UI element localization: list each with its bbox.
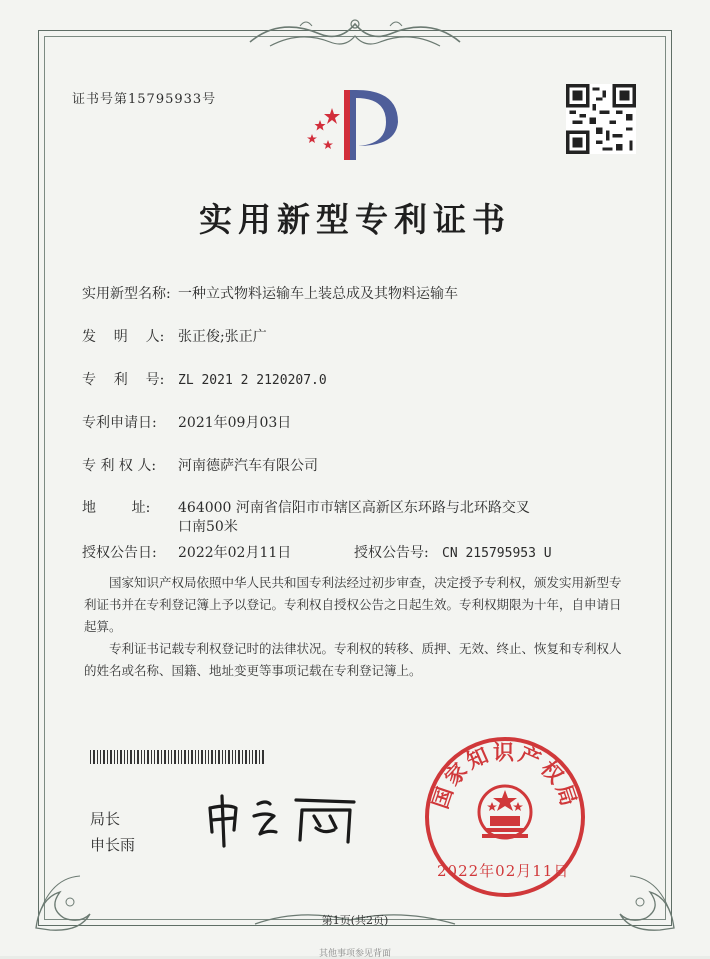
field-value: 河南德萨汽车有限公司 xyxy=(178,458,318,474)
bottom-note: 其他事项参见背面 xyxy=(318,949,391,959)
paragraph-legal-status: 专利证书记载专利权登记时的法律状况。专利权的转移、质押、无效、终止、恢复和专利权人的姓名或名称、国籍、地址变更等事项记载在专利登记簿上。 xyxy=(84,641,622,678)
grant-date-value: 2022年02月11日 xyxy=(178,545,292,561)
field-address xyxy=(82,497,530,517)
grant-number-value: CN 215795953 U xyxy=(442,546,552,561)
page-number: 第1页(共2页) xyxy=(321,914,389,927)
field-inventors xyxy=(82,326,267,346)
top-ornament xyxy=(240,12,470,52)
grant-date-label: 授权公告日: xyxy=(82,545,157,561)
field-value: 一种立式物料运输车上装总成及其物料运输车 xyxy=(178,286,458,302)
cnipa-logo xyxy=(300,84,410,164)
grant-number-label: 授权公告号: xyxy=(354,545,429,561)
director-title: 局长 xyxy=(90,810,121,828)
field-value: ZL 2021 2 2120207.0 xyxy=(178,373,327,388)
director-name: 申长雨 xyxy=(90,836,136,854)
paragraph-grant-notice: 国家知识产权局依照中华人民共和国专利法经过初步审查，决定授予专利权，颁发实用新型专利证书并在专利登记簿上予以登记。专利权自授权公告之日起生效。专利权期限为十年，自申请日起算。 xyxy=(84,575,622,634)
certificate-number: 证书号第15795933号 xyxy=(72,92,217,107)
director-signature xyxy=(204,790,364,850)
field-label: 地 址: xyxy=(82,500,151,516)
field-patentee xyxy=(82,455,318,475)
grant-date xyxy=(82,542,291,562)
field-patent-number xyxy=(82,369,327,389)
barcode xyxy=(90,750,266,764)
field-label: 实用新型名称: xyxy=(82,286,171,302)
seal-date: 2022年02月11日 xyxy=(437,862,570,880)
address-line-2: 口南50米 xyxy=(178,519,238,535)
field-utility-model-name xyxy=(82,283,458,303)
qr-code xyxy=(566,84,636,154)
field-value: 张正俊;张正广 xyxy=(178,329,267,345)
grant-number xyxy=(354,542,552,562)
field-value: 464000 河南省信阳市市辖区高新区东环路与北环路交叉 xyxy=(178,500,530,516)
field-application-date xyxy=(82,412,291,432)
svg-text:国家知识产权局: 国家知识产权局 xyxy=(427,739,583,812)
field-label: 专 利 权 人: xyxy=(82,458,157,474)
field-label: 发 明 人: xyxy=(82,329,165,345)
field-value: 2021年09月03日 xyxy=(178,415,292,431)
field-label: 专利申请日: xyxy=(82,415,157,431)
certificate-title: 实用新型专利证书 xyxy=(199,200,511,239)
field-label: 专 利 号: xyxy=(82,372,165,388)
